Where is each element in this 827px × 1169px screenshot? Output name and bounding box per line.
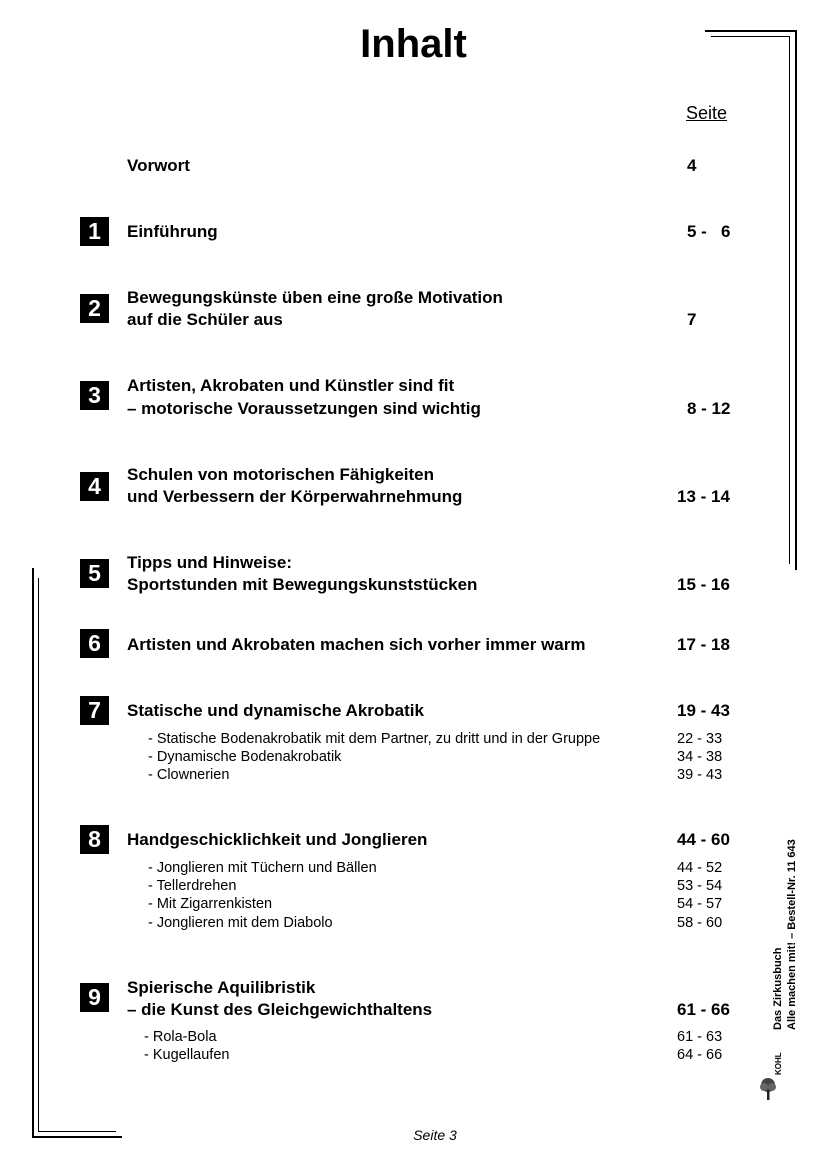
subitem-label: - Rola-Bola: [144, 1029, 217, 1045]
subitem-label: - Dynamische Bodenakrobatik: [148, 749, 342, 765]
chapter-title: Einführung: [127, 222, 218, 241]
chapter-number-badge: 9: [80, 983, 109, 1012]
frame-left-inner: [38, 578, 39, 1132]
frame-left-outer: [32, 568, 34, 1138]
chapter-number-badge: 7: [80, 696, 109, 725]
subitem-label: - Statische Bodenakrobatik mit dem Partner, zu dritt und in der Gruppe: [148, 731, 601, 747]
subitem-pages: 34 - 38: [677, 749, 723, 765]
page-column-label: Seite: [686, 103, 728, 123]
chapter-title-line: Spierische Aquilibristik: [127, 978, 316, 997]
subitem-pages: 58 - 60: [677, 915, 723, 931]
frame-top-right-inner: [711, 36, 790, 37]
chapter-title: Statische und dynamische Akrobatik: [127, 701, 424, 720]
chapter-title-line: auf die Schüler aus: [127, 310, 283, 329]
chapter-number-badge: 6: [80, 629, 109, 658]
subitem-label: - Tellerdrehen: [148, 878, 237, 894]
publisher-logo-text: KOHL: [774, 1052, 783, 1075]
chapter-title-line: und Verbessern der Körperwahrnehmung: [127, 487, 463, 506]
sidebar-book-title: Das Zirkusbuch: [772, 947, 784, 1030]
subitem-label: - Clownerien: [148, 767, 230, 783]
chapter-pages: 15 - 16: [677, 575, 730, 594]
chapter-title-line: Bewegungskünste üben eine große Motivation: [127, 288, 503, 307]
frame-right-inner: [789, 36, 790, 564]
chapter-pages: 5 - 6: [687, 222, 731, 241]
subitem-label: - Jonglieren mit Tüchern und Bällen: [148, 860, 377, 876]
frame-right-outer: [795, 30, 797, 570]
chapter-title-line: – die Kunst des Gleichgewichthaltens: [127, 1000, 433, 1019]
subitem-pages: 39 - 43: [677, 767, 723, 783]
chapter-number-badge: 8: [80, 825, 109, 854]
chapter-pages: 61 - 66: [677, 1000, 730, 1019]
sidebar-subtitle: Alle machen mit! – Bestell-Nr. 11 643: [786, 839, 798, 1030]
subitem-label: - Jonglieren mit dem Diabolo: [148, 915, 333, 931]
page-title: Inhalt: [360, 22, 467, 66]
chapter-pages: 19 - 43: [677, 701, 730, 720]
chapter-number-badge: 3: [80, 381, 109, 410]
chapter-number-badge: 4: [80, 472, 109, 501]
chapter-pages: 13 - 14: [677, 487, 730, 506]
subitem-pages: 61 - 63: [677, 1029, 723, 1045]
subitem-pages: 64 - 66: [677, 1047, 723, 1063]
chapter-title-line: – motorische Voraussetzungen sind wichtig: [127, 399, 481, 418]
chapter-number-badge: 2: [80, 294, 109, 323]
chapter-number-badge: 5: [80, 559, 109, 588]
chapter-title-line: Schulen von motorischen Fähigkeiten: [127, 465, 434, 484]
subitem-pages: 54 - 57: [677, 896, 723, 912]
chapter-pages: 8 - 12: [687, 399, 731, 418]
subitem-pages: 22 - 33: [677, 731, 723, 747]
chapter-title: Handgeschicklichkeit und Jonglieren: [127, 830, 428, 849]
chapter-title: Artisten und Akrobaten machen sich vorher immer warm: [127, 635, 586, 654]
publisher-tree-icon: [758, 1076, 778, 1102]
chapter-title-line: Sportstunden mit Bewegungskunststücken: [127, 575, 478, 594]
subitem-pages: 53 - 54: [677, 878, 723, 894]
chapter-title-line: Tipps und Hinweise:: [127, 553, 292, 572]
chapter-pages: 17 - 18: [677, 635, 730, 654]
subitem-pages: 44 - 52: [677, 860, 723, 876]
page-footer: Seite 3: [413, 1127, 457, 1143]
preface-label: Vorwort: [127, 156, 190, 175]
chapter-pages: 44 - 60: [677, 830, 730, 849]
frame-top-right-outer: [705, 30, 796, 32]
chapter-title-line: Artisten, Akrobaten und Künstler sind fit: [127, 376, 455, 395]
chapter-number-badge: 1: [80, 217, 109, 246]
subitem-label: - Kugellaufen: [144, 1047, 230, 1063]
subitem-label: - Mit Zigarrenkisten: [148, 896, 273, 912]
preface-pages: 4: [687, 156, 697, 175]
chapter-pages: 7: [687, 310, 697, 329]
